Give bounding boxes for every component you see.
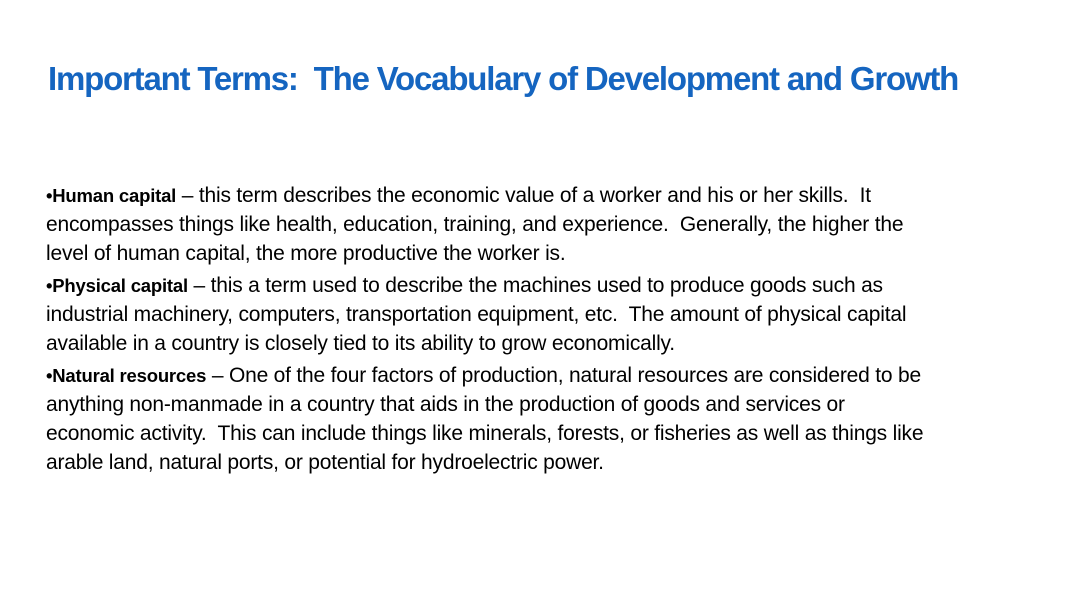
text-line [46,271,923,300]
text-run: – this term describes the economic value of a worker and his or her skills. It [176,184,871,207]
slide-body-text [46,181,923,480]
term-natural-resources: •Natural resources [46,365,207,386]
term-human-capital: •Human capital [46,185,177,206]
text-line: industrial machinery, computers, transportation equipment, etc. The amount of physical capital [46,303,907,326]
text-line: level of human capital, the more productive the worker is. [46,242,566,265]
text-line: arable land, natural ports, or potential for hydroelectric power. [46,451,604,474]
bullet-paragraph-physical-capital [46,271,923,358]
text-run: – this a term used to describe the machines used to produce goods such as [187,274,883,297]
text-run: – One of the four factors of production, natural resources are considered to be [206,364,921,387]
slide-title: Important Terms: The Vocabulary of Development and Growth [48,60,959,97]
bullet-paragraph-natural-resources [46,361,923,477]
bullet-paragraph-human-capital [46,181,923,268]
text-line: anything non-manmade in a country that aids in the production of goods and services or [46,393,845,416]
term-physical-capital: •Physical capital [46,275,188,296]
text-line [46,181,923,210]
text-line [46,361,923,390]
text-line: economic activity. This can include things like minerals, forests, or fisheries as well as things like [46,422,924,445]
text-line: available in a country is closely tied to its ability to grow economically. [46,332,675,355]
text-line: encompasses things like health, education, training, and experience. Generally, the higher the [46,213,904,236]
